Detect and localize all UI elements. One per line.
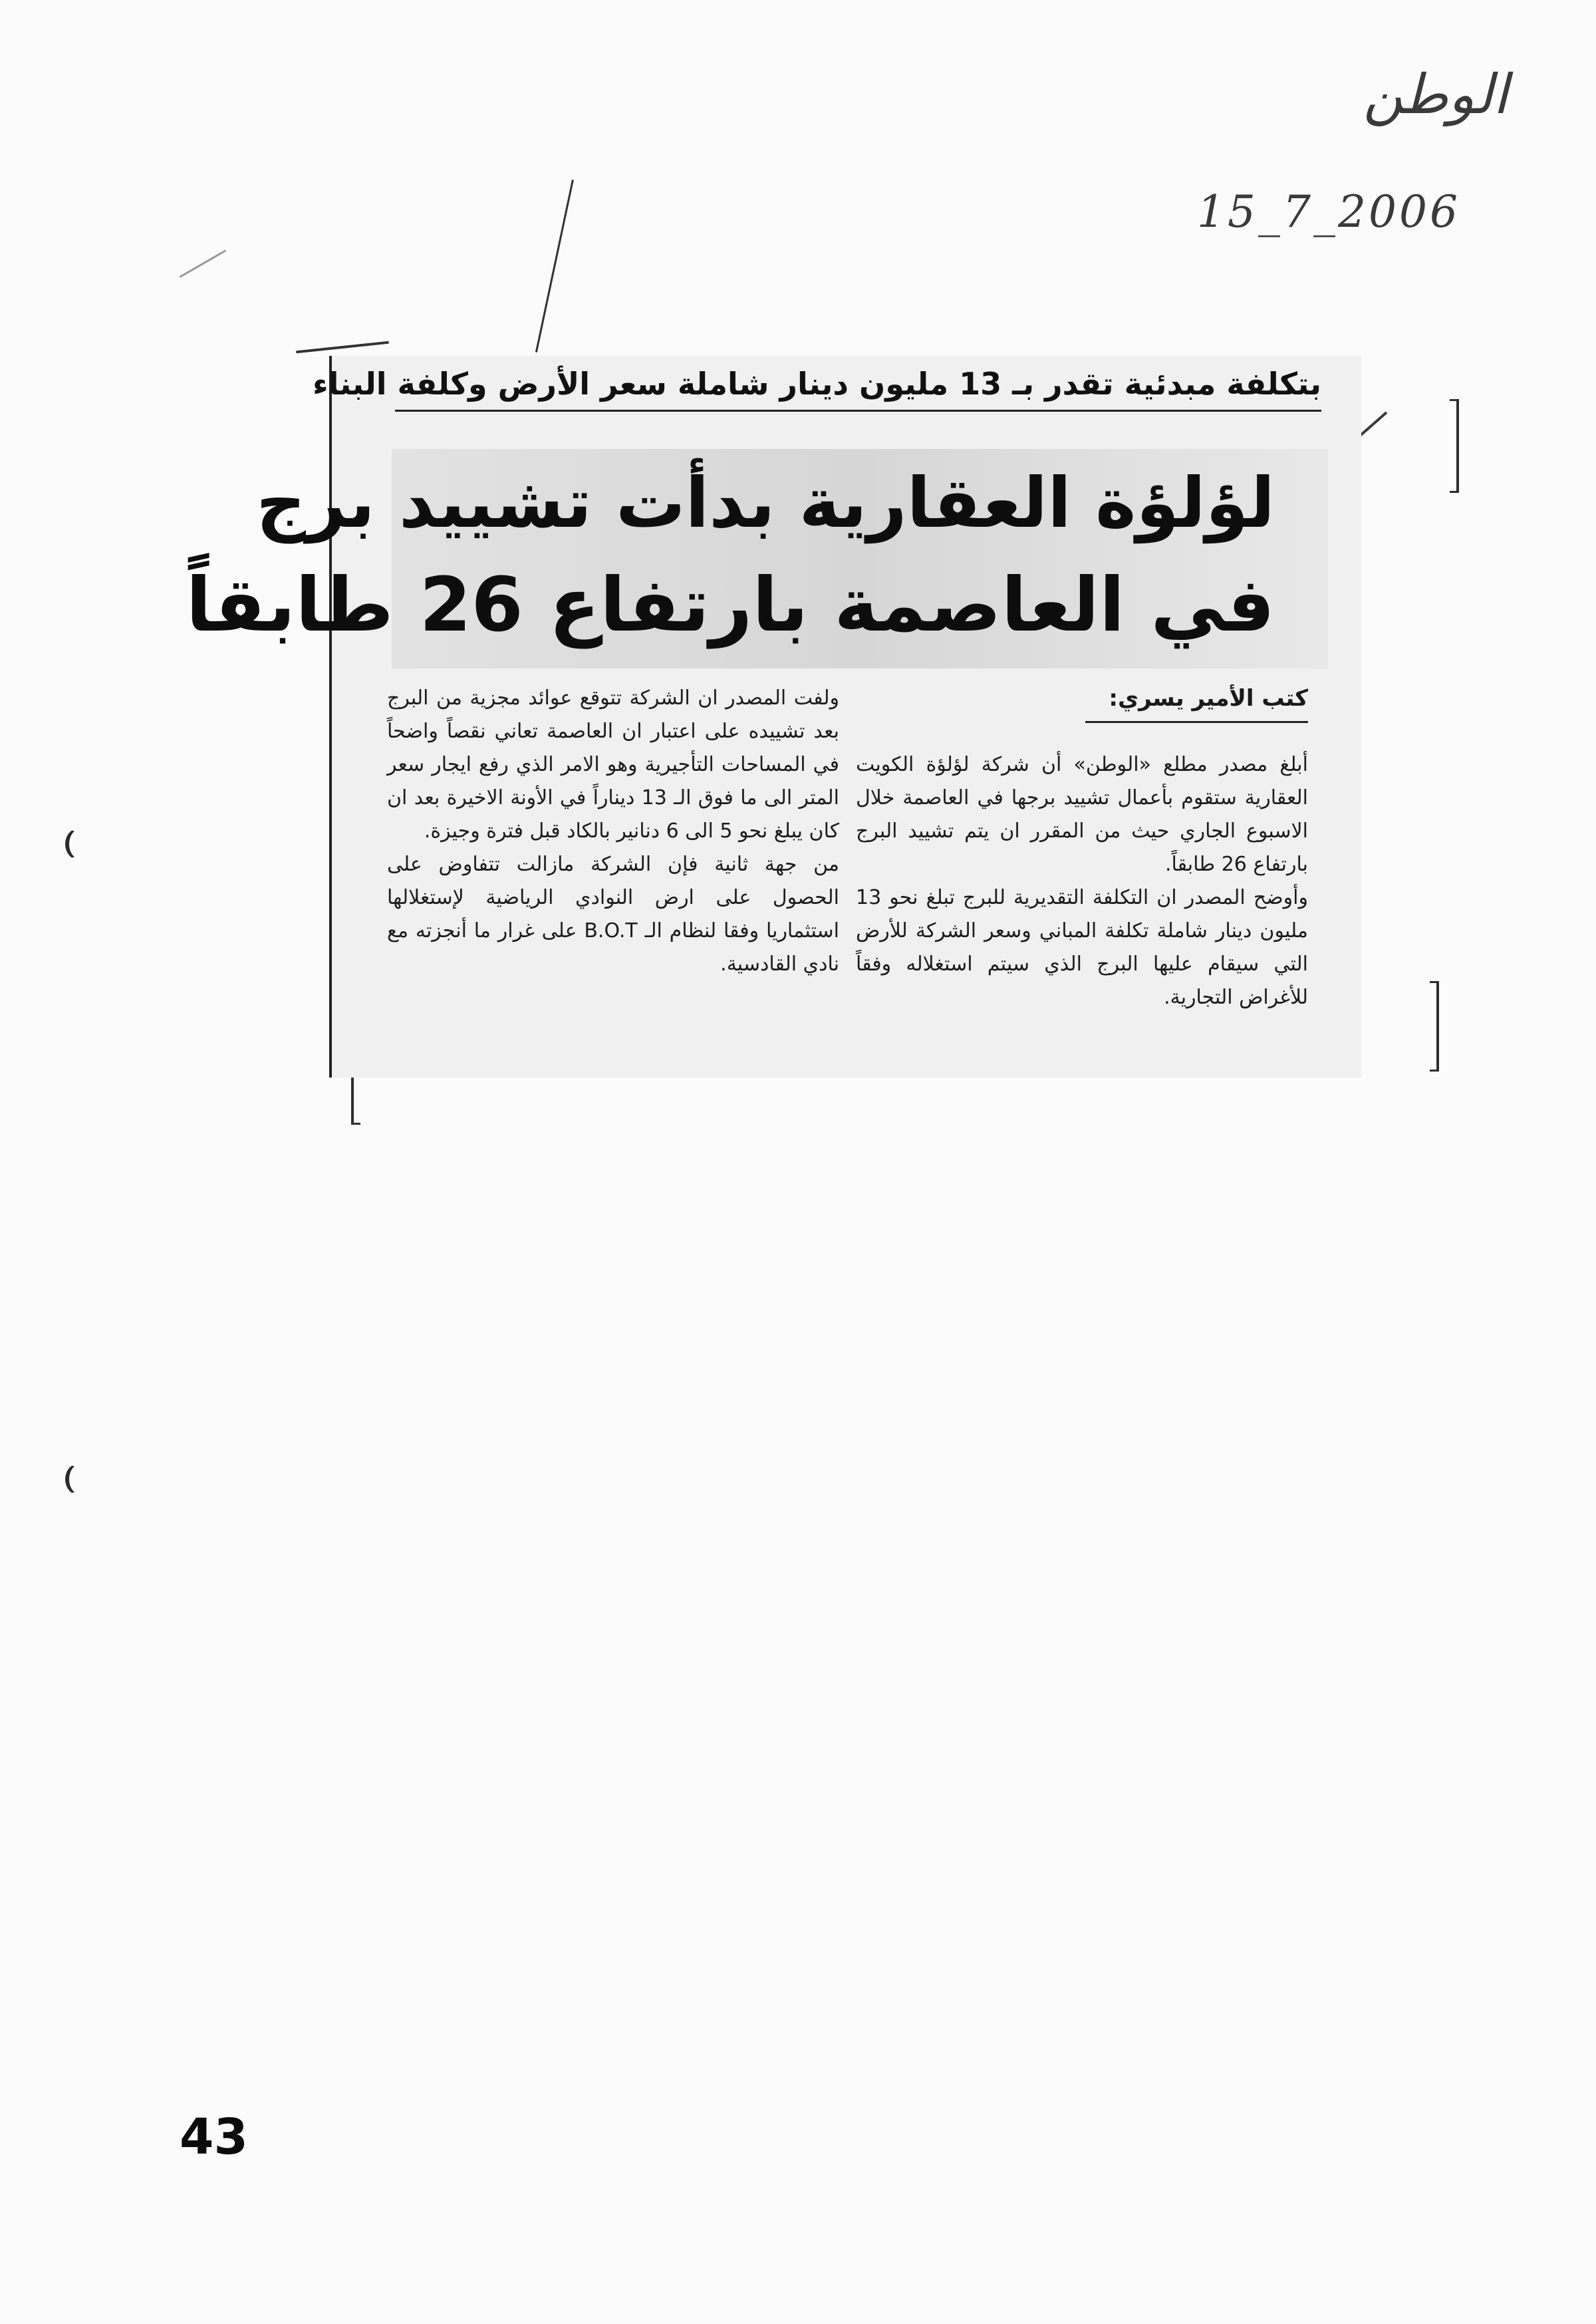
punch-hole [65, 1463, 93, 1495]
headline-line: لؤلؤة العقارية بدأت تشييد برج [256, 462, 1275, 543]
margin-bracket [1450, 399, 1459, 493]
article-paragraph: أبلغ مصدر مطلع «الوطن» أن شركة لؤلؤة الكويت العقارية ستقوم بأعمال تشييد برجها في العاصمة خلال الاسبوع الجاري حيث من المقرر ان يتم تشييد البرج بارتفاع 26 طابقاً. [856, 753, 1308, 876]
page-number: 43 [180, 2108, 248, 2166]
article-column-left [387, 682, 839, 981]
headline-block [186, 449, 1328, 668]
newspaper-clipping [186, 356, 1361, 1078]
article-paragraph: ولفت المصدر ان الشركة تتوقع عوائد مجزية من البرج بعد تشييده على اعتبار ان العاصمة تعاني نقصاً واضحاً في المساحات التأجيرية وهو الامر الذي رفع ايجار سعر المتر الى ما فوق الـ 13 ديناراً في الأونة الاخيرة بعد ان كان يبلغ نحو 5 الى 6 دنانير بالكاد قبل فترة وجيزة. [387, 686, 839, 843]
article-column-right [856, 748, 1308, 1014]
handwritten-date-note: 15_7_2006 [1197, 186, 1460, 237]
article-paragraph: من جهة ثانية فإن الشركة مازالت تتفاوض على الحصول على ارض النوادي الرياضية لإستغلالها استثماريا وفقا لنظام الـ B.O.T على غرار ما أنجزته مع نادي القادسية. [387, 853, 839, 976]
punch-hole [65, 828, 93, 860]
article-paragraph: وأوضح المصدر ان التكلفة التقديرية للبرج تبلغ نحو 13 مليون دينار شاملة تكلفة المباني وسعر الشركة للأرض التي سيقام عليها البرج الذي سيتم استغلاله وفقاً للأغراض التجارية. [856, 886, 1308, 1009]
pen-stroke [535, 180, 574, 353]
article-byline: كتب الأمير يسري: [1085, 685, 1308, 723]
headline-line: في العاصمة بارتفاع 26 طابقاً [186, 562, 1275, 649]
handwritten-source-note: الوطن [1363, 63, 1508, 126]
pen-stroke [180, 249, 227, 278]
article-kicker: بتكلفة مبدئية تقدر بـ 13 مليون دينار شاملة سعر الأرض وكلفة البناء [395, 366, 1321, 412]
pen-stroke [296, 341, 389, 354]
margin-bracket [1430, 981, 1439, 1072]
